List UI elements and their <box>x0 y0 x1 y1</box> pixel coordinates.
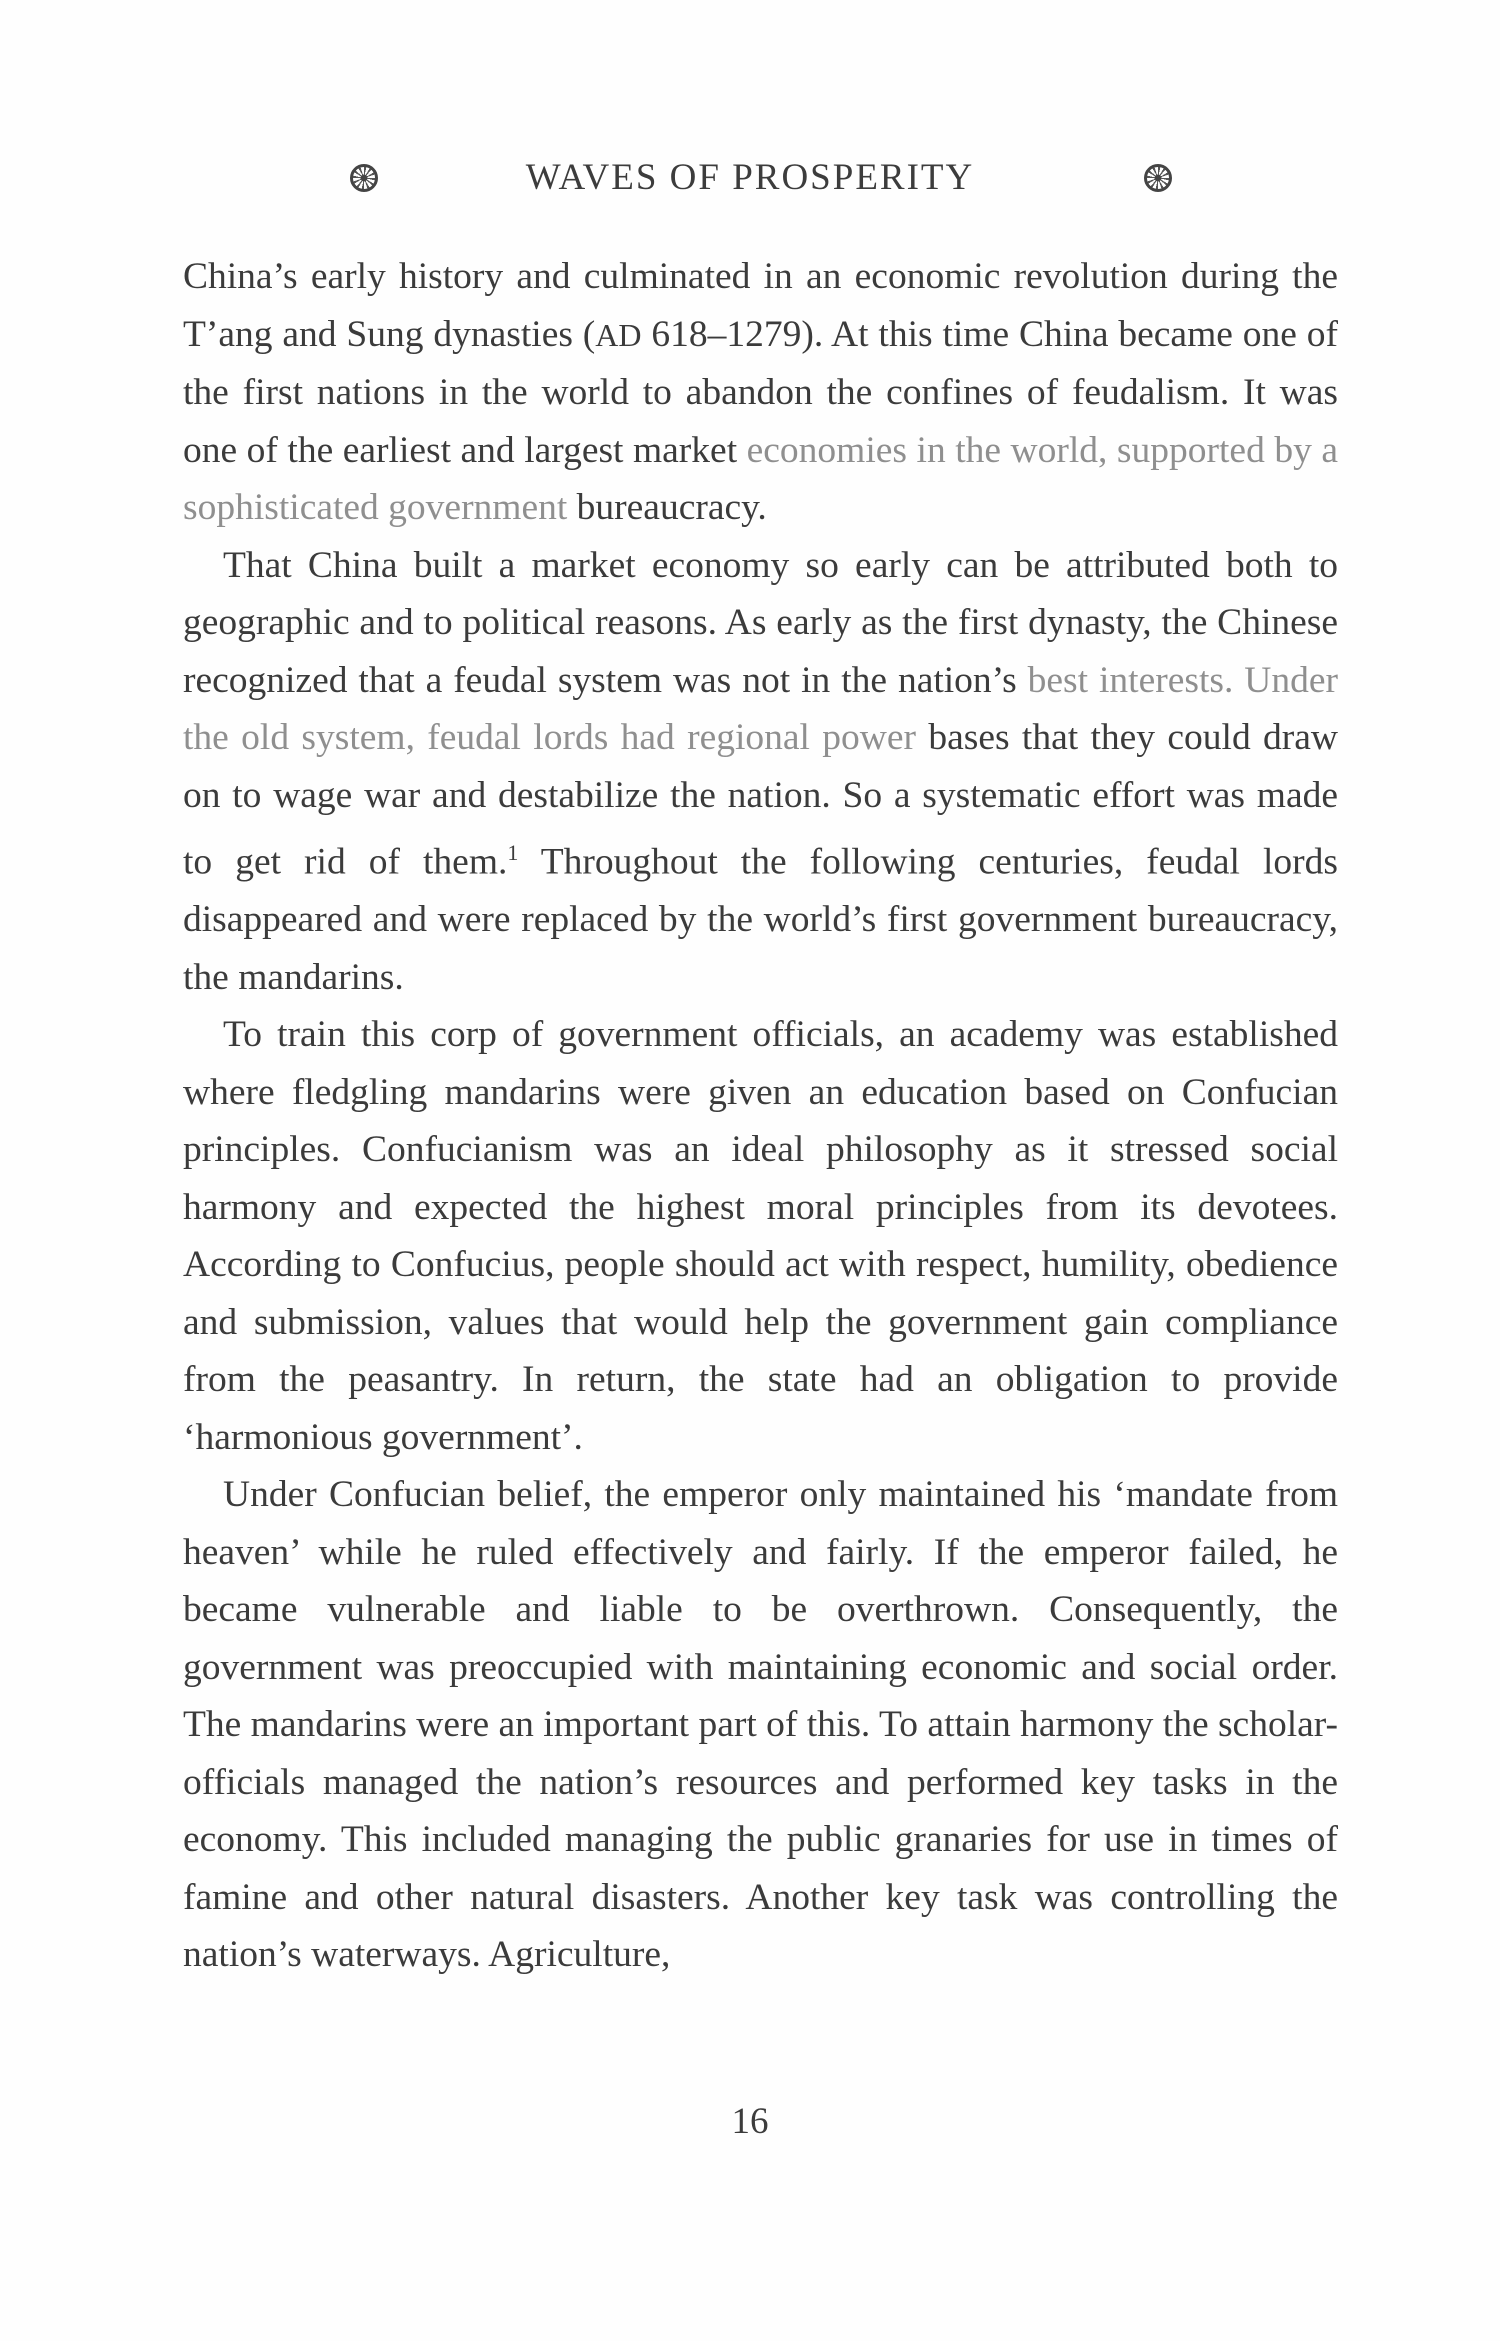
era-abbreviation: AD <box>595 316 642 353</box>
running-head-title: WAVES OF PROSPERITY <box>525 157 975 198</box>
paragraph-1 <box>183 248 1338 537</box>
paragraph-1-text-a: China’s early history and culminated in an economic revolution during the T’ang and Sung dynasties ( <box>183 256 1338 355</box>
paragraph-2 <box>183 537 1338 1007</box>
running-head <box>0 148 1500 208</box>
paragraph-1-faded-line: economies in the world, supported by a sophisticated government <box>183 429 1338 528</box>
paragraph-2-faded-line: best interests. Under the old system, feudal lords had regional power <box>183 659 1338 758</box>
floral-ornament-icon <box>350 164 378 192</box>
footnote-marker: 1 <box>507 840 519 865</box>
paragraph-2-text-c: Throughout the following centuries, feudal lords disappeared and were replaced by the world’s first government bureaucracy, the mandarins. <box>183 841 1338 998</box>
paragraph-1-text-c: bureaucracy. <box>567 487 767 528</box>
paragraph-2-text-b: bases that they could draw on to wage war and destabilize the nation. So a systematic effort was made to get rid of them. <box>183 717 1338 883</box>
paragraph-2-text-a: That China built a market economy so early can be attributed both to geographic and to political reasons. As early as the first dynasty, the Chinese recognized that a feudal system was not in the nation’s <box>183 544 1338 701</box>
floral-ornament-icon <box>1144 164 1172 192</box>
page-number: 16 <box>731 2101 769 2142</box>
paragraph-4: Under Confucian belief, the emperor only maintained his ‘mandate from heaven’ while he ruled effectively and fairly. If the emperor failed, he became vulnerable and liable to be overthrown. Consequently, the government was preoccupied with maintaining economic and social order. The mandarins were an important part of this. To attain harmony the scholar-officials managed the nation’s resources and performed key tasks in the economy. This included managing the public granaries for use in times of famine and other natural disasters. Another key task was controlling the nation’s waterways. Agriculture, <box>183 1474 1338 1975</box>
body-text <box>183 248 1338 1984</box>
paragraph-1-text-b: 618–1279). At this time China became one of the first nations in the world to abandon the confines of feudalism. It was one of the earliest and largest market <box>183 313 1338 471</box>
paragraph-3: To train this corp of government officials, an academy was established where fledgling mandarins were given an education based on Confucian principles. Confucianism was an ideal philosophy as it stressed social harmony and expected the highest moral principles from its devotees. According to Confucius, people should act with respect, humility, obedience and submission, values that would help the government gain compliance from the peasantry. In return, the state had an obligation to provide ‘harmonious government’. <box>183 1014 1338 1458</box>
